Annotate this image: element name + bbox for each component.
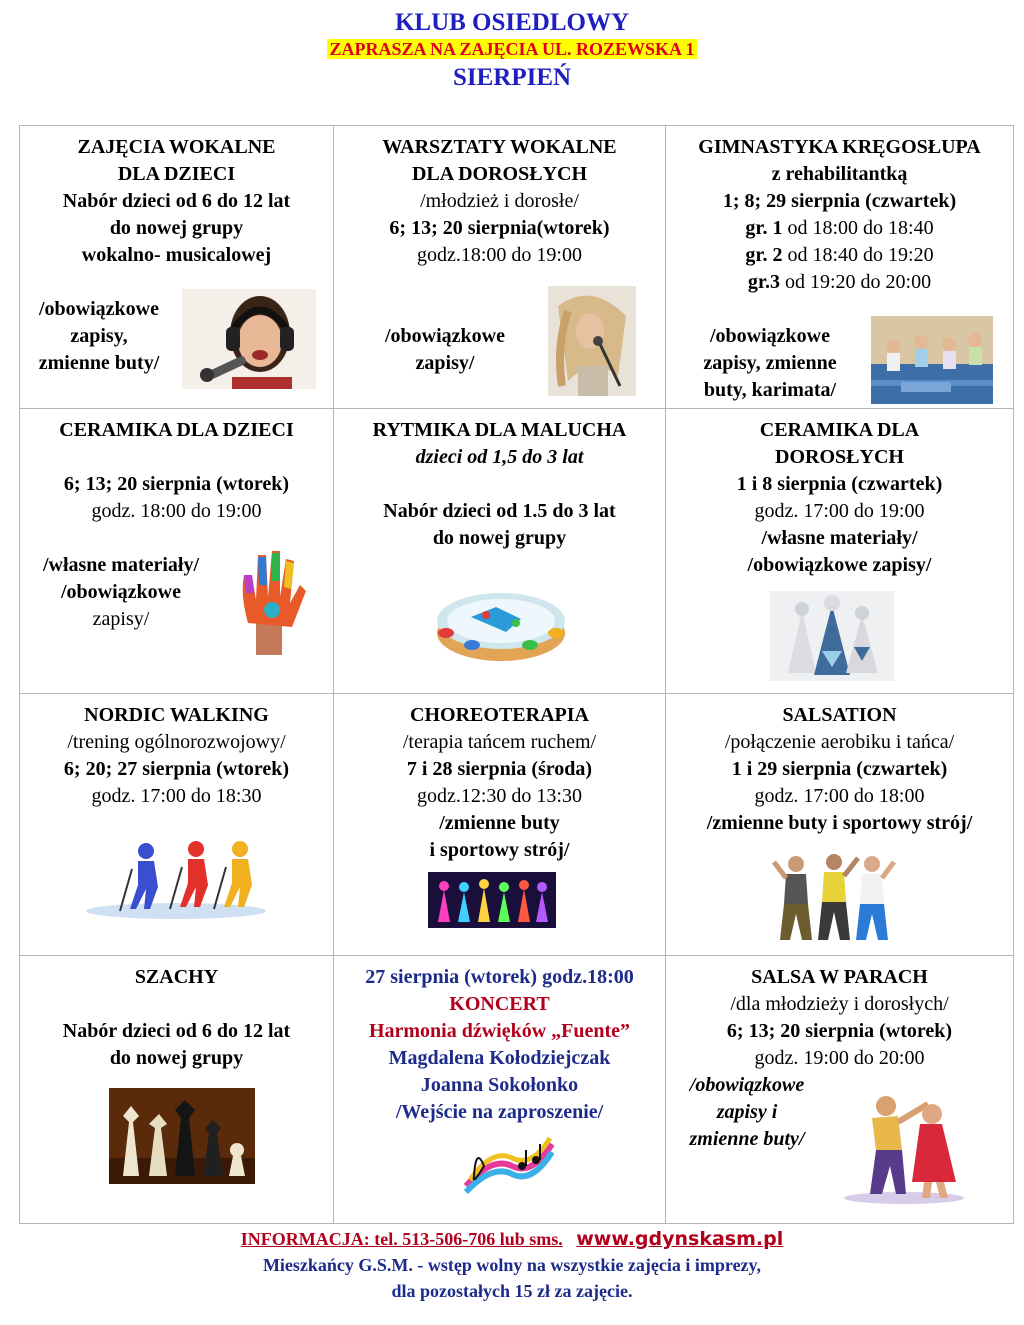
ceramic-figures-image [770,591,894,681]
cell-vocal-adults: WARSZTATY WOKALNE DLA DOROSŁYCH /młodzież i dorosłe/ 6; 13; 20 sierpnia(wtorek) godz.18:00 do 19:00 /obowiązkowe zapisy/ [334,126,666,409]
note-ceramics-children: /własne materiały/ /obowiązkowe zapisy/ [42,554,200,630]
salsa-couple-image [836,1086,972,1206]
note-vocal-children: /obowiązkowe zapisy, zmienne buty/ [38,298,160,374]
cell-ceramics-children: CERAMIKA DLA DZIECI 6; 13; 20 sierpnia (wtorek) godz. 18:00 do 19:00 /własne materiały/ /obowiązkowe zapisy/ [20,409,334,694]
price-info: dla pozostałych 15 zł za zajęcie. [391,1281,633,1301]
chess-pieces-image [109,1088,255,1184]
cell-vocal-children: ZAJĘCIA WOKALNE DLA DZIECI Nabór dzieci od 6 do 12 lat do nowej grupy wokalno- musicalowej /obowiązkowe zapisy, zmienne buty/ [20,126,334,409]
cell-choreotherapy: CHOREOTERAPIA /terapia tańcem ruchem/ 7 i 28 sierpnia (środa) godz.12:30 do 13:30 /zmienne buty i sportowy strój/ [334,694,666,956]
cell-salsation: SALSATION /połączenie aerobiku i tańca/ 1 i 29 sierpnia (czwartek) godz. 17:00 do 18:00 /zmienne buty i sportowy strój/ [666,694,1014,956]
poster-footer [0,1226,1024,1304]
note-spine-gymnastics: /obowiązkowe zapisy, zmienne buty, karimata/ [703,325,837,401]
note-salsa-pairs: /obowiązkowe zapisy i zmienne buty/ [689,1074,805,1150]
singer-microphone-image [548,286,636,396]
girl-headphones-image [182,289,316,389]
cell-chess: SZACHY Nabór dzieci od 6 do 12 lat do nowej grupy [20,956,334,1224]
painted-hand-image [226,545,310,655]
note-vocal-adults: /obowiązkowe zapisy/ [385,325,505,374]
dancers-silhouettes-image [428,872,556,928]
tambourine-image [426,577,576,665]
address-subtitle: ZAPRASZA NA ZAJĘCIA UL. ROZEWSKA 1 [329,39,695,59]
cell-concert: 27 sierpnia (wtorek) godz.18:00 KONCERT Harmonia dźwięków „Fuente” Magdalena Kołodziejczak Joanna Sokołonko /Wejście na zaproszenie/ [334,956,666,1224]
nordic-walkers-image [84,839,268,921]
music-notes-image [462,1136,554,1196]
gymnastics-class-image [871,316,993,404]
cell-salsa-pairs: SALSA W PARACH /dla młodzieży i dorosłych/ 6; 13; 20 sierpnia (wtorek) godz. 19:00 do 20:00 /obowiązkowe zapisy i zmienne buty/ [666,956,1014,1224]
cell-rhythmics-toddler: RYTMIKA DLA MALUCHA dzieci od 1,5 do 3 lat Nabór dzieci od 1.5 do 3 lat do nowej grupy [334,409,666,694]
cell-nordic-walking: NORDIC WALKING /trening ogólnorozwojowy/ 6; 20; 27 sierpnia (wtorek) godz. 17:00 do 18:30 [20,694,334,956]
month-title: SIERPIEŃ [452,64,572,91]
club-title: KLUB OSIEDLOWY [394,9,630,36]
cell-spine-gymnastics: GIMNASTYKA KRĘGOSŁUPA z rehabilitantką 1; 8; 29 sierpnia (czwartek) gr. 1 od 18:00 do 18:40 gr. 2 od 18:40 do 19:20 gr.3 od 19:20 do 20:00 /obowiązkowe zapisy, zmienne buty, karimata/ [666,126,1014,409]
activities-grid [19,125,1014,1224]
cell-ceramics-adults: CERAMIKA DLA DOROSŁYCH 1 i 8 sierpnia (czwartek) godz. 17:00 do 19:00 /własne materiały/ /obowiązkowe zapisy/ [666,409,1014,694]
info-phone: INFORMACJA: tel. 513-506-706 lub sms. [240,1229,563,1249]
residents-info: Mieszkańcy G.S.M. - wstęp wolny na wszystkie zajęcia i imprezy, [262,1255,762,1275]
poster-header [0,8,1024,94]
website-link[interactable]: www.gdynskasm.pl [576,1228,784,1250]
salsation-dancers-image [772,848,896,944]
